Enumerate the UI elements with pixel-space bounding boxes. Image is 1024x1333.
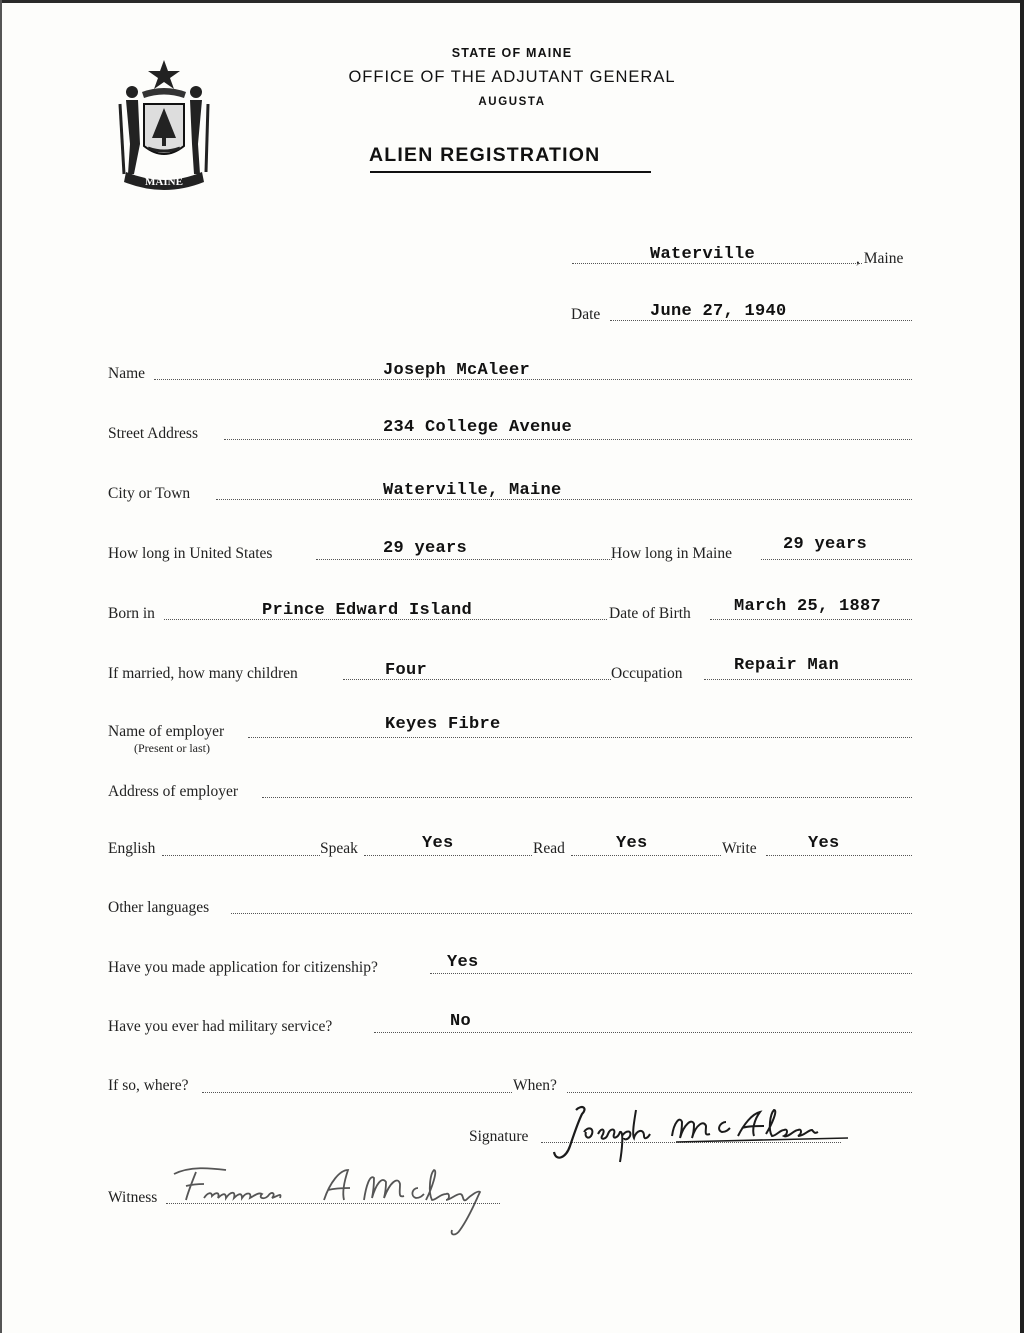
speak-label: Speak <box>320 840 358 857</box>
military-label: Have you ever had military service? <box>108 1018 333 1035</box>
us-years-label: How long in United States <box>108 545 273 562</box>
witness-label: Witness <box>108 1189 158 1206</box>
date-value: June 27, 1940 <box>650 302 787 321</box>
english-line <box>162 855 320 856</box>
read-value: Yes <box>616 834 648 853</box>
employer-value: Keyes Fibre <box>385 715 501 734</box>
citizenship-label: Have you made application for citizenship? <box>108 959 378 976</box>
occupation-line <box>704 679 912 680</box>
scan-edge-top <box>0 0 1024 3</box>
birth-date-label: Date of Birth <box>609 605 691 622</box>
title-underline <box>370 171 651 173</box>
employer-line <box>248 737 912 738</box>
birth-date-value: March 25, 1887 <box>734 597 882 616</box>
us-years-value: 29 years <box>383 539 468 558</box>
read-label: Read <box>533 840 565 857</box>
employer-address-label: Address of employer <box>108 783 238 800</box>
scan-edge-left <box>0 0 2 1333</box>
maine-years-label: How long in Maine <box>611 545 732 562</box>
where-line <box>202 1092 512 1093</box>
children-label: If married, how many children <box>108 665 298 682</box>
city-label: City or Town <box>108 485 191 502</box>
maine-years-value: 29 years <box>783 535 868 554</box>
where-label: If so, where? <box>108 1077 189 1094</box>
children-value: Four <box>385 661 428 680</box>
write-label: Write <box>722 840 757 857</box>
write-line <box>766 855 912 856</box>
city-line <box>216 499 912 500</box>
citizenship-value: Yes <box>447 953 479 972</box>
speak-value: Yes <box>422 834 454 853</box>
other-languages-line <box>231 913 912 914</box>
office-heading: OFFICE OF THE ADJUTANT GENERAL <box>348 68 676 86</box>
street-value: 234 College Avenue <box>383 418 573 437</box>
employer-label: Name of employer <box>108 723 225 740</box>
date-label: Date <box>571 306 601 323</box>
street-line <box>224 439 912 440</box>
read-line <box>571 855 721 856</box>
speak-line <box>364 855 532 856</box>
maine-years-line <box>761 559 912 560</box>
witness-handwriting <box>160 1160 510 1244</box>
scan-edge-right <box>1020 0 1024 1333</box>
when-line <box>567 1092 912 1093</box>
occupation-value: Repair Man <box>734 656 840 675</box>
us-years-line <box>316 559 612 560</box>
employer-address-line <box>262 797 912 798</box>
born-in-label: Born in <box>108 605 155 622</box>
signature-handwriting <box>548 1100 858 1170</box>
place-suffix: , Maine <box>856 250 904 267</box>
city-value: Waterville, Maine <box>383 481 562 500</box>
occupation-label: Occupation <box>611 665 683 682</box>
city-heading: AUGUSTA <box>478 96 546 108</box>
place-value: Waterville <box>650 245 756 264</box>
when-label: When? <box>513 1077 557 1094</box>
name-value: Joseph McAleer <box>383 361 531 380</box>
name-label: Name <box>108 365 146 382</box>
born-in-value: Prince Edward Island <box>262 601 473 620</box>
name-line <box>154 379 912 380</box>
birth-date-line <box>710 619 912 620</box>
form-title: ALIEN REGISTRATION <box>369 144 601 166</box>
military-value: No <box>450 1012 472 1031</box>
street-label: Street Address <box>108 425 198 442</box>
children-line <box>343 679 611 680</box>
english-label: English <box>108 840 156 857</box>
seal-banner-text: MAINE <box>145 176 183 188</box>
citizenship-line <box>430 973 912 974</box>
state-heading: STATE OF MAINE <box>451 46 573 60</box>
employer-sublabel: (Present or last) <box>134 741 210 755</box>
military-line <box>374 1032 912 1033</box>
other-languages-label: Other languages <box>108 899 210 916</box>
maine-state-seal-icon <box>108 54 220 194</box>
signature-label: Signature <box>469 1128 529 1145</box>
write-value: Yes <box>808 834 840 853</box>
